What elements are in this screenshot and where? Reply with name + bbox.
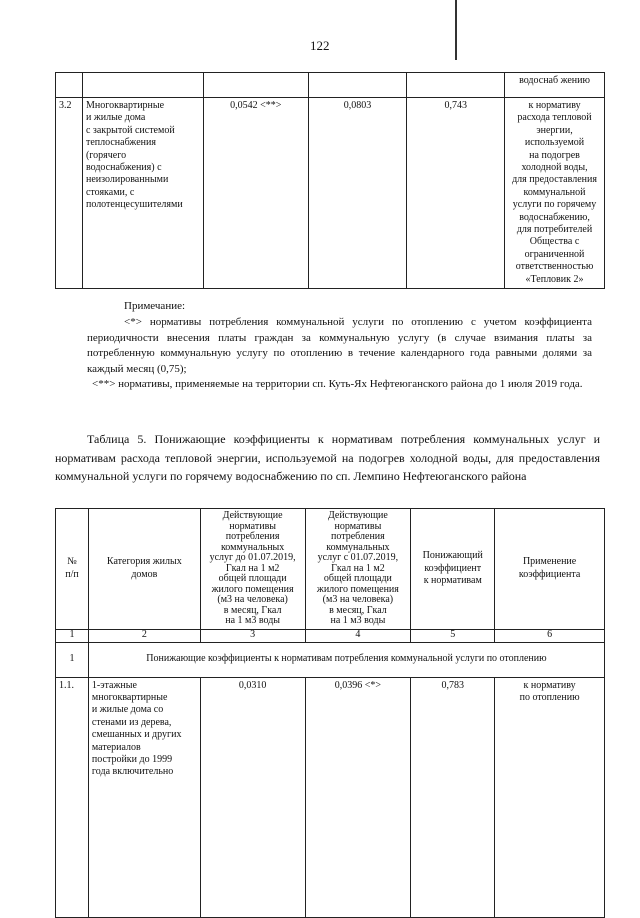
value-after-cell: 0,0396 <*> xyxy=(305,677,411,917)
scan-artifact xyxy=(455,0,457,60)
row-number: 3.2 xyxy=(56,98,83,289)
column-number-row xyxy=(56,629,605,642)
section-label: Понижающие коэффициенты к нормативам потребления коммунальной услуги по отоплению xyxy=(88,642,604,677)
table-5-title: Таблица 5. Понижающие коэффициенты к нормативам потребления коммунальных услуг и нормативам расхода тепловой энергии, используемой на подогрев холодной воды, для предоставления коммунальной услуги по горячему водоснабжению по сп. Лемпино Нефтеюганского района xyxy=(55,432,600,483)
application-cell: к нормативу по отоплению xyxy=(495,677,605,917)
section-row xyxy=(56,642,605,677)
header-coefficient: Понижающий коэффициент к нормативам xyxy=(411,509,495,630)
previous-table-continuation xyxy=(55,72,605,289)
note-2: <**> нормативы, применяемые на территории сп. Куть-Ях Нефтеюганского района до 1 июля 2019 года. xyxy=(92,378,583,390)
col-number: 4 xyxy=(305,629,411,642)
category-cell: 1-этажные многоквартирные и жилые дома со стенами из дерева, смешанных и других материалов постройки до 1999 года включительно xyxy=(88,677,200,917)
value-before-cell: 0,0542 <**> xyxy=(203,98,308,289)
coefficient-cell: 0,783 xyxy=(411,677,495,917)
header-before: Действующие нормативы потребления коммунальных услуг до 01.07.2019, Гкал на 1 м2 общей площади жилого помещения (м3 на человека) в месяц, Гкал на 1 м3 воды xyxy=(200,509,305,630)
header-num: № п/п xyxy=(56,509,89,630)
col-number: 1 xyxy=(56,629,89,642)
col-number: 2 xyxy=(88,629,200,642)
header-application: Применение коэффициента xyxy=(495,509,605,630)
note-heading: Примечание: xyxy=(124,300,186,312)
note-1: <*> нормативы потребления коммунальной услуги по отоплению с учетом коэффициента периодичности внесения платы граждан за коммунальную услугу (в случае взимания платы за потребленную коммунальную услугу по отоплению в течение календарного года равными долями за каждый месяц (0,75); xyxy=(87,316,592,375)
header-after: Действующие нормативы потребления коммунальных услуг с 01.07.2019, Гкал на 1 м2 общей площади жилого помещения (м3 на человека) в месяц, Гкал на 1 м3 воды xyxy=(305,509,411,630)
value-after-cell: 0,0803 xyxy=(308,98,407,289)
header-row xyxy=(56,509,605,630)
col-number: 3 xyxy=(200,629,305,642)
coefficient-cell: 0,743 xyxy=(407,98,505,289)
application-cell: водоснаб жению xyxy=(505,73,605,98)
section-number: 1 xyxy=(56,642,89,677)
page-number: 122 xyxy=(310,38,330,53)
value-before-cell: 0,0310 xyxy=(200,677,305,917)
table-row xyxy=(56,677,605,917)
table-5 xyxy=(55,508,605,918)
table-row xyxy=(56,98,605,289)
category-cell: Многоквартирные и жилые дома с закрытой системой теплоснабжения (горячего водоснабжения) с неизолированными стояками, с полотенцесушителями xyxy=(82,98,203,289)
row-number: 1.1. xyxy=(56,677,89,917)
table-row xyxy=(56,73,605,98)
col-number: 6 xyxy=(495,629,605,642)
col-number: 5 xyxy=(411,629,495,642)
header-category: Категория жилых домов xyxy=(88,509,200,630)
application-cell: к нормативу расхода тепловой энергии, используемой на подогрев холодной воды, для предоставления коммунальной услуги по горячему водоснабжению, для потребителей Общества с ограниченной ответственностью «Тепловик 2» xyxy=(505,98,605,289)
